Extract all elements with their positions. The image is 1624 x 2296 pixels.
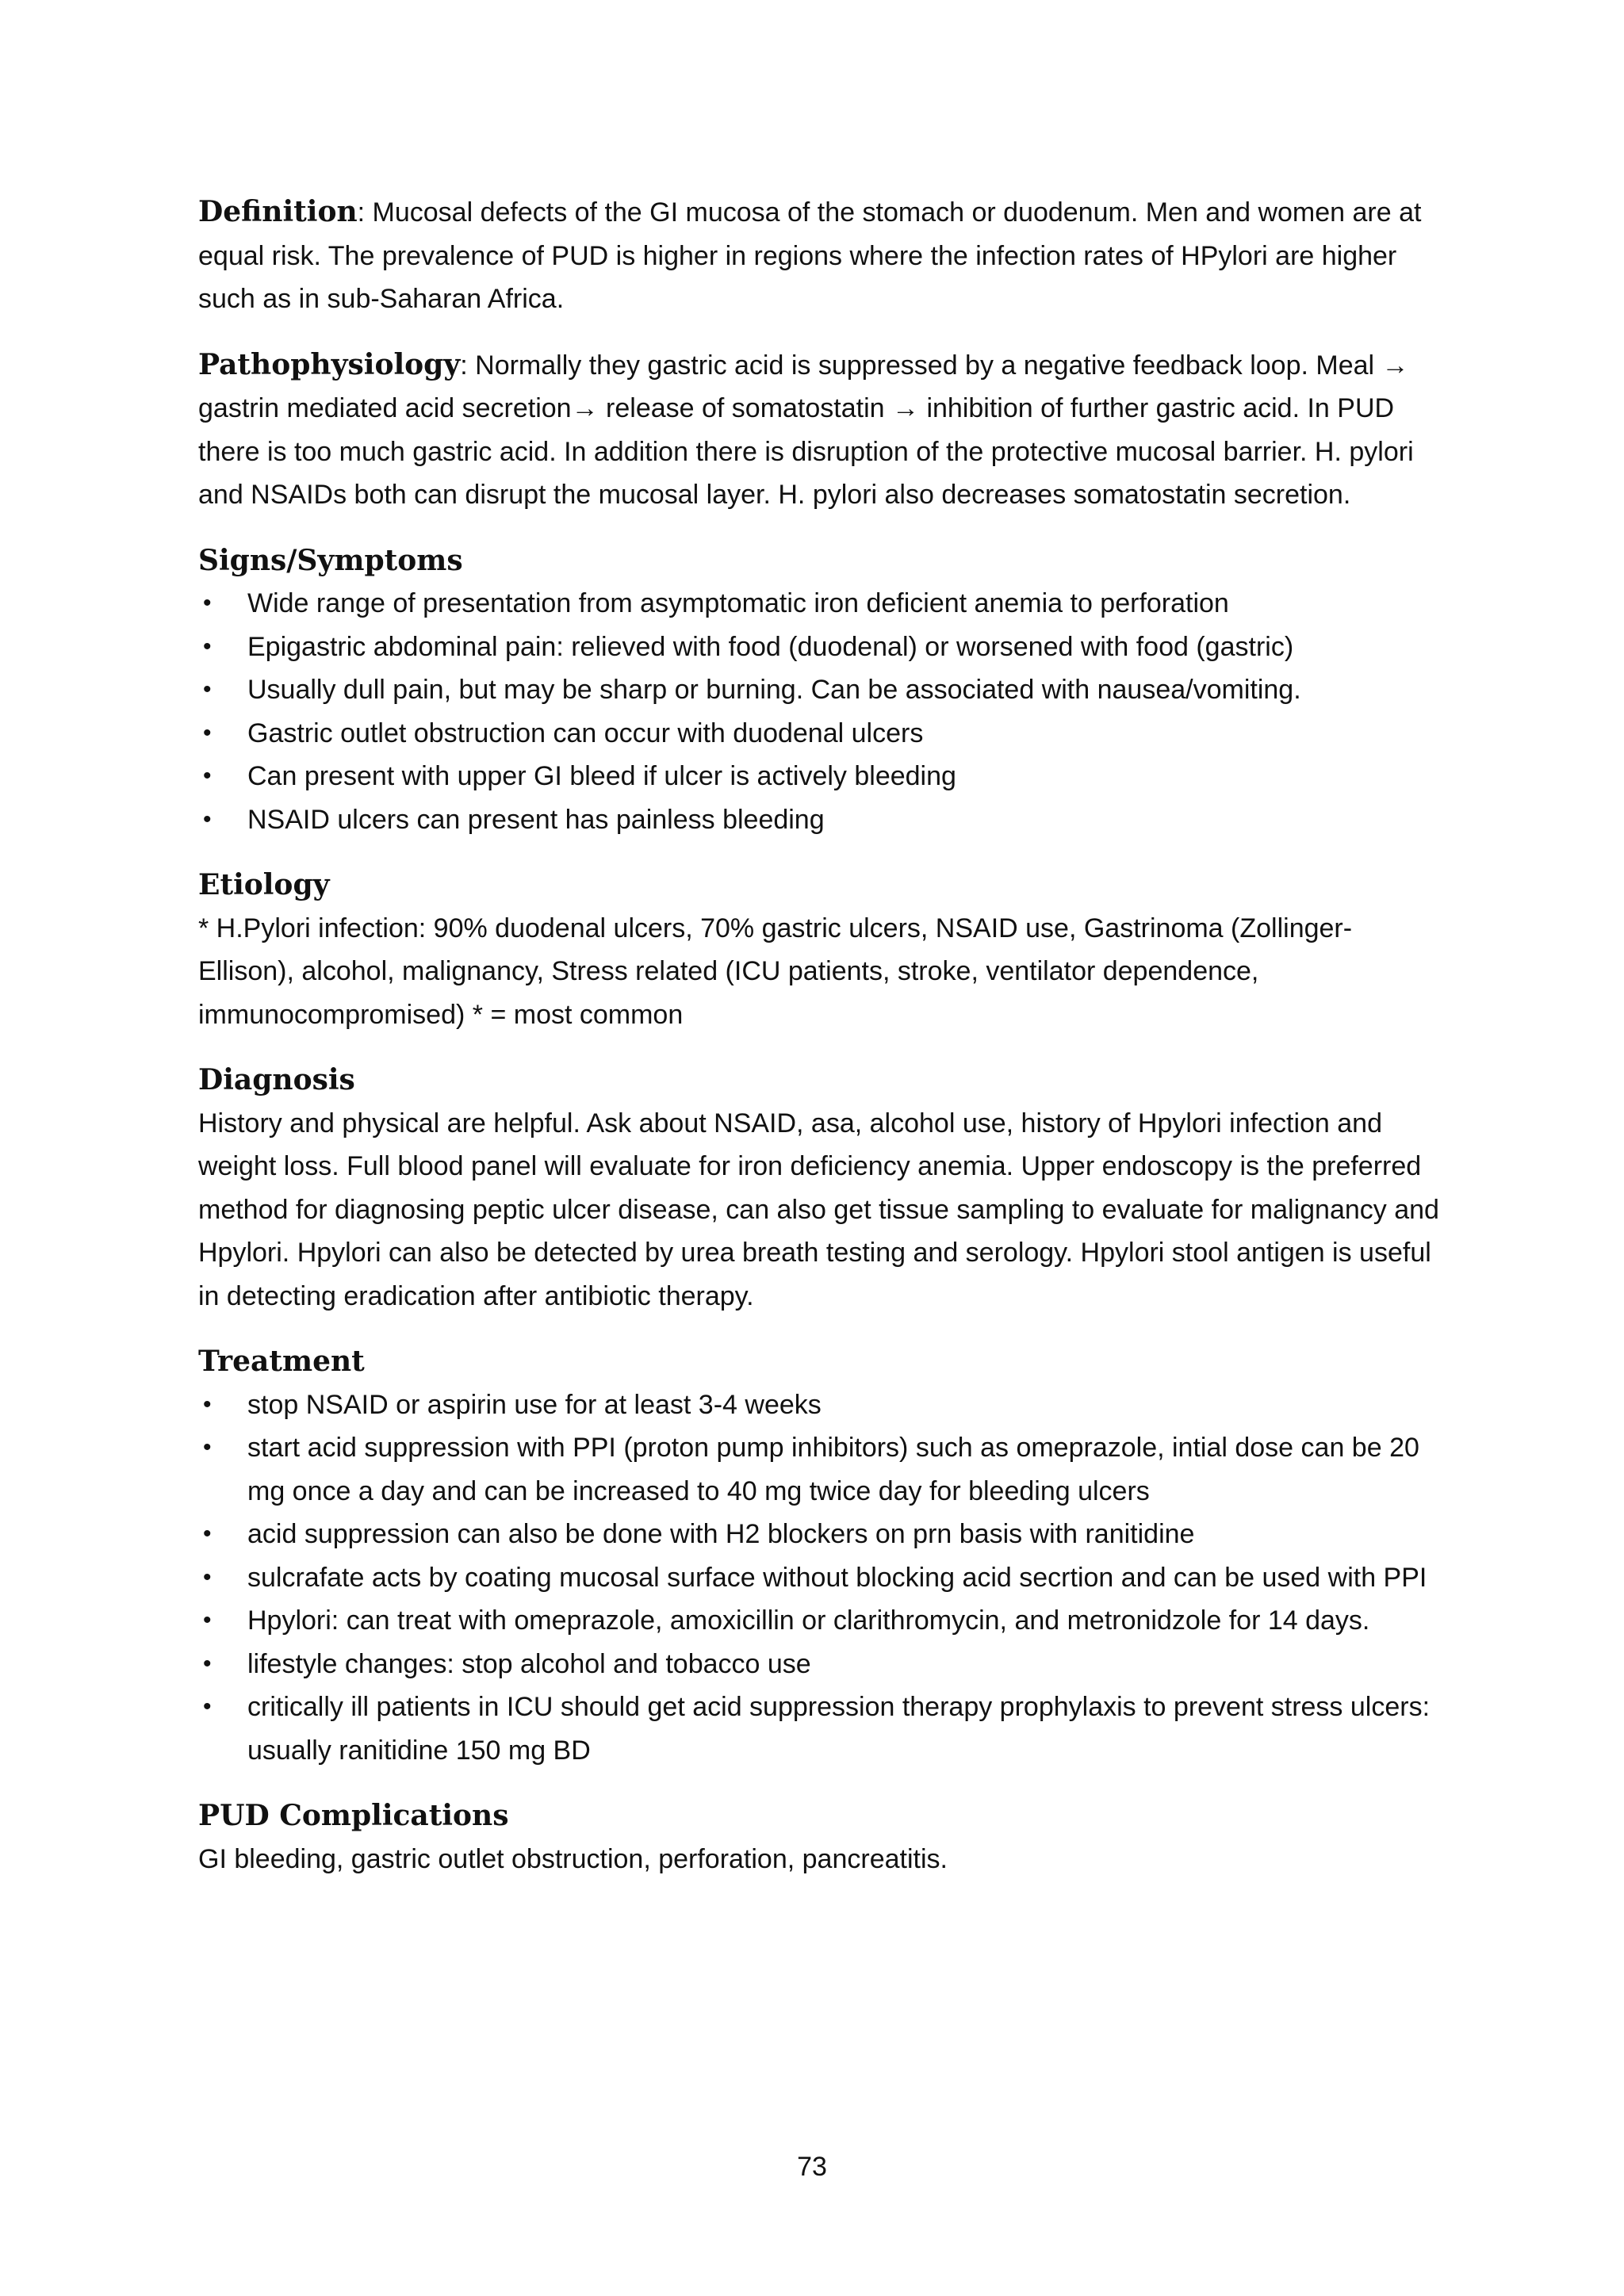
diagnosis-heading: Diagnosis <box>198 1063 355 1096</box>
list-item-text: NSAID ulcers can present has painless bleeding <box>247 804 825 835</box>
list-item-text: Can present with upper GI bleed if ulcer is actively bleeding <box>247 761 956 791</box>
list-item <box>198 1599 1443 1643</box>
bullet-icon: • <box>203 1650 212 1677</box>
list-item-text: lifestyle changes: stop alcohol and tobacco use <box>247 1648 811 1679</box>
bullet-icon: • <box>203 1607 212 1633</box>
list-item-text: Gastric outlet obstruction can occur with duodenal ulcers <box>247 718 924 748</box>
definition-heading: Definition <box>198 195 358 228</box>
list-item-text: acid suppression can also be done with H2 blockers on prn basis with ranitidine <box>247 1519 1195 1549</box>
treatment-heading: Treatment <box>198 1345 365 1378</box>
bullet-icon: • <box>203 590 212 616</box>
page-number: 73 <box>797 2152 827 2182</box>
definition-paragraph <box>198 190 1443 321</box>
complications-heading: PUD Complications <box>198 1799 509 1832</box>
list-item <box>198 1556 1443 1600</box>
list-item <box>198 1513 1443 1556</box>
list-item <box>198 1426 1443 1513</box>
list-item <box>198 1686 1443 1772</box>
diagnosis-section <box>198 1058 1443 1318</box>
pathophysiology-heading: Pathophysiology <box>198 347 461 381</box>
definition-section <box>198 190 1443 321</box>
list-item-text: start acid suppression with PPI (proton pump inhibitors) such as omeprazole, intial dose can be 20 mg once a day and can be increased to 40 mg twice day for bleeding ulcers <box>247 1433 1419 1506</box>
etiology-section <box>198 863 1443 1036</box>
list-item-text: stop NSAID or aspirin use for at least 3-4 weeks <box>247 1389 822 1420</box>
list-item <box>198 1643 1443 1686</box>
etiology-text: * H.Pylori infection: 90% duodenal ulcers, 70% gastric ulcers, NSAID use, Gastrinoma (Zollinger-Ellison), alcohol, malignancy, Stress related (ICU patients, stroke, ventilator dependence, immunocompromised) * = most common <box>198 913 1353 1030</box>
page-content <box>198 190 1443 1903</box>
bullet-icon: • <box>203 763 212 789</box>
list-item-text: Hpylori: can treat with omeprazole, amoxicillin or clarithromycin, and metronidzole for 14 days. <box>247 1605 1370 1636</box>
bullet-icon: • <box>203 1434 212 1460</box>
complications-text: GI bleeding, gastric outlet obstruction, perforation, pancreatitis. <box>198 1843 948 1874</box>
bullet-icon: • <box>203 676 212 702</box>
signs-section <box>198 539 1443 842</box>
list-item <box>198 1383 1443 1427</box>
list-item-text: Usually dull pain, but may be sharp or burning. Can be associated with nausea/vomiting. <box>247 675 1301 705</box>
list-item <box>198 755 1443 798</box>
treatment-list <box>198 1383 1443 1773</box>
list-item <box>198 798 1443 842</box>
list-item-text: Epigastric abdominal pain: relieved with food (duodenal) or worsened with food (gastric) <box>247 631 1294 662</box>
complications-section <box>198 1794 1443 1881</box>
list-item <box>198 626 1443 669</box>
treatment-section <box>198 1340 1443 1772</box>
list-item-text: Wide range of presentation from asymptomatic iron deficient anemia to perforation <box>247 588 1229 618</box>
signs-list <box>198 582 1443 841</box>
signs-heading: Signs/Symptoms <box>198 543 463 577</box>
bullet-icon: • <box>203 719 212 746</box>
pathophysiology-section <box>198 343 1443 517</box>
list-item <box>198 668 1443 712</box>
pathophysiology-paragraph <box>198 343 1443 517</box>
bullet-icon: • <box>203 1521 212 1547</box>
pathophysiology-text: : Normally they gastric acid is suppressed by a negative feedback loop. Meal → gastrin mediated acid secretion→ release of somatostatin → inhibition of further gastric acid. In PUD there is too much gastric acid. In addition there is disruption of the protective mucosal barrier. H. pylori and NSAIDs both can disrupt the mucosal layer. H. pylori also decreases somatostatin secretion. <box>198 350 1414 510</box>
definition-text: : Mucosal defects of the GI mucosa of the stomach or duodenum. Men and women are at equal risk. The prevalence of PUD is higher in regions where the infection rates of HPylori are higher such as in sub-Saharan Africa. <box>198 197 1422 314</box>
bullet-icon: • <box>203 1563 212 1590</box>
list-item <box>198 712 1443 756</box>
bullet-icon: • <box>203 1693 212 1720</box>
bullet-icon: • <box>203 633 212 660</box>
diagnosis-text: History and physical are helpful. Ask about NSAID, asa, alcohol use, history of Hpylori infection and weight loss. Full blood panel will evaluate for iron deficiency anemia. Upper endoscopy is the preferred method for diagnosing peptic ulcer disease, can also get tissue sampling to evaluate for malignancy and Hpylori. Hpylori can also be detected by urea breath testing and serology. Hpylori stool antigen is useful in detecting eradication after antibiotic therapy. <box>198 1108 1439 1311</box>
list-item-text: critically ill patients in ICU should get acid suppression therapy prophylaxis to prevent stress ulcers: usually ranitidine 150 mg BD <box>247 1692 1431 1766</box>
list-item-text: sulcrafate acts by coating mucosal surface without blocking acid secrtion and can be used with PPI <box>247 1562 1427 1593</box>
etiology-heading: Etiology <box>198 868 330 901</box>
bullet-icon: • <box>203 806 212 832</box>
bullet-icon: • <box>203 1391 212 1418</box>
list-item <box>198 582 1443 626</box>
